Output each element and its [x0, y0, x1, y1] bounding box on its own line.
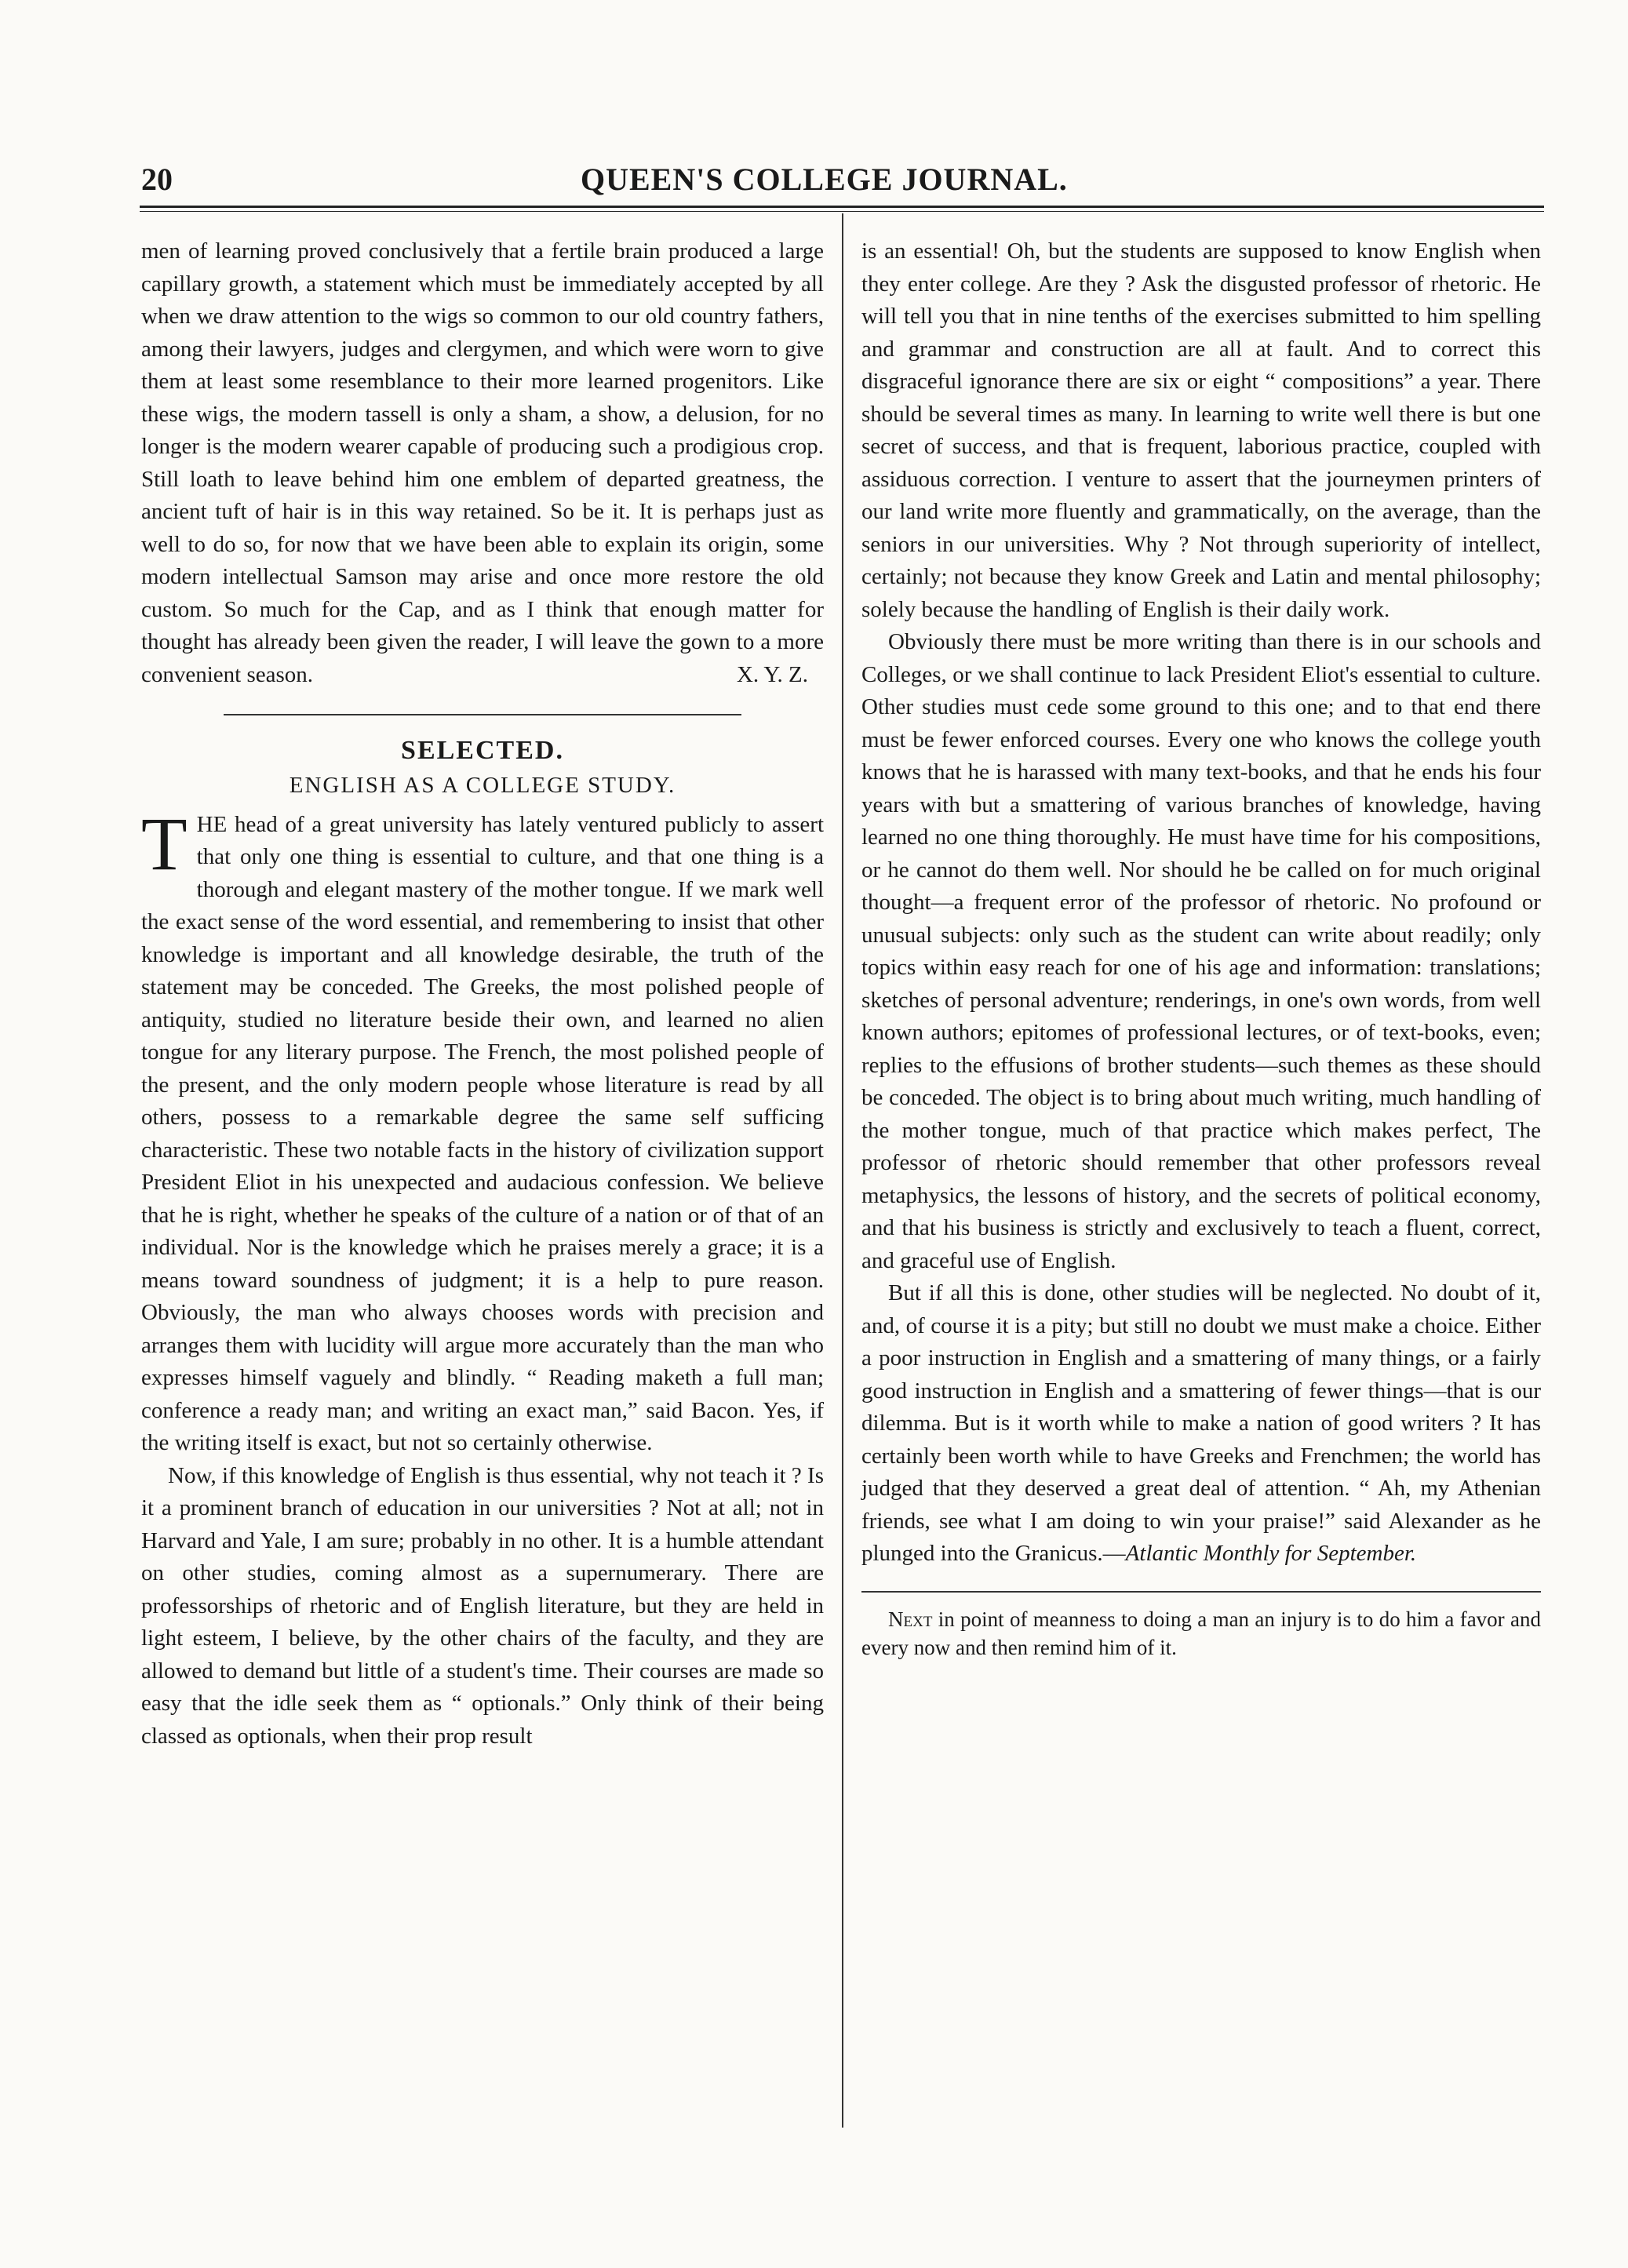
column-divider [842, 213, 843, 2128]
article-end-rule [861, 1591, 1541, 1593]
header-rule [140, 206, 1544, 212]
article-paragraph-2: Now, if this knowledge of English is thus essential, why not teach it ? Is it a prominent branch of education in our universities ? Not at all; not in Harvard and Yale, I am sure; probably in no other. It is a humble attendant on other studies, coming almost as a supernumerary. There are professorships of rhetoric and of English literature, but they are held in light esteem, I believe, by the other chairs of the faculty, and they are allowed to demand but little of a student's time. Their courses are made so easy that the idle seek them as “ optionals.” Only think of their being classed as optionals, when their prop result [141, 1462, 824, 1749]
left-column [141, 235, 824, 1753]
section-divider [224, 714, 741, 715]
article-title: ENGLISH AS A COLLEGE STUDY. [289, 773, 676, 798]
closing-note [861, 1605, 1541, 1662]
article-paragraph-4: Obviously there must be more writing than there is in our schools and Colleges, or we shall continue to lack President Eliot's essential to culture. Other studies must cede some ground to this one; and to that end there must be fewer enforced courses. Every one who knows the college youth knows that he is harassed with many text-books, and that he ends his four years with but a smattering of various branches of knowledge, having learned no one thing thoroughly. He must have time for his compositions, or he cannot do them well. Nor should he be called on for much original thought—a frequent error of the professor of rhetoric. No profound or unusual subjects: only such as the student can write about readily; only topics within easy reach for one of his age and information: translations; sketches of personal adventure; renderings, in one's own words, from well known authors; epitomes of professional lectures, or of text-books, even; replies to the effusions of brother students—such themes as these should be conceded. The object is to bring about much writing, much handling of the mother tongue, much of that practice which makes perfect, The professor of rhetoric should remember that other professors reveal metaphysics, the lessons of history, and the secrets of political economy, and that his business is strictly and exclusively to teach a fluent, correct, and graceful use of English. [861, 629, 1541, 1273]
closing-note-lead: Next [888, 1607, 933, 1631]
continuation-paragraph: men of learning proved conclusively that a fertile brain produced a large capillary growth, a statement which must be immediately accepted by all when we draw attention to the wigs so common to our old country fathers, among their lawyers, judges and clergymen, and which were worn to give them at least some resemblance to their more learned progenitors. Like these wigs, the modern tassell is only a sham, a show, a delusion, for no longer is the modern wearer capable of producing such a prodigious crop. Still loath to leave behind him one emblem of departed greatness, the ancient tuft of hair is in this way retained. So be it. It is perhaps just as well to do so, for now that we have been able to explain its origin, some modern intellectual Samson may arise and once more restore the old custom. So much for the Cap, and as I think that enough matter for thought has already been given the reader, I will leave the gown to a more convenient season. [141, 238, 824, 687]
article-paragraph-1 [141, 801, 824, 1460]
source-credit: Atlantic Monthly for September. [1125, 1541, 1417, 1566]
article-paragraph-5-text: But if all this is done, other studies will be neglected. No doubt of it, and, of course it is a pity; but still no doubt we must make a choice. Either a poor instruction in English and a smattering of many things, or a fairly good instruction in English and a smattering of fewer things—that is our dilemma. But is it worth while to make a nation of good writers ? It has certainly been worth while to have Greeks and Frenchmen; the world has judged that they deserved a great deal of attention. “ Ah, my Athenian friends, see what I am doing to win your praise!” said Alexander as he plunged into the Granicus.— [861, 1280, 1541, 1566]
article-paragraph-5 [861, 1277, 1541, 1571]
article-paragraph-3: is an essential! Oh, but the students are supposed to know English when they enter college. Are they ? Ask the disgusted professor of rhetoric. He will tell you that in nine tenths of the exercises submitted to him spelling and grammar and construction are all at fault. And to correct this disgraceful ignorance there are six or eight “ compositions” a year. There should be several times as many. In learning to write well there is but one secret of success, and that is frequent, laborious practice, coupled with assiduous correction. I venture to assert that the journeymen printers of our land write more fluently and grammatically, on the average, than the seniors in our universities. Why ? Not through superiority of intellect, certainly; not because they know Greek and Latin and mental philosophy; solely because the handling of English is their daily work. [861, 238, 1541, 622]
article-paragraph-1-text: HE head of a great university has lately ventured publicly to assert that only one thing is essential to culture, and that one thing is a thorough and elegant mastery of the mother tongue. If we mark well the exact sense of the word essential, and remembering to insist that other knowledge is important and all knowledge desirable, the truth of the statement may be conceded. The Greeks, the most polished people of antiquity, studied no literature beside their own, and learned no alien tongue for any literary purpose. The French, the most polished people of the present, and the only modern people whose literature is read by all others, possess to a remarkable degree the same self sufficing characteristic. These two notable facts in the history of civilization support President Eliot in his unexpected and audacious confession. We believe that he is right, whether he speaks of the culture of a nation or of that of an individual. Nor is the knowledge which he praises merely a grace; it is a means toward soundness of judgment; it is a help to pure reason. Obviously, the man who always chooses words with precision and arranges them with lucidity will argue more accurately than the man who expresses himself vaguely and blindly. “ Reading maketh a full man; conference a ready man; and writing an exact man,” said Bacon. Yes, if the writing itself is exact, but not so certainly otherwise. [141, 811, 824, 1455]
right-column [861, 235, 1541, 1662]
closing-note-text: in point of meanness to doing a man an injury is to do him a favor and every now and then remind him of it. [861, 1607, 1541, 1659]
journal-title: QUEEN'S COLLEGE JOURNAL. [581, 162, 1068, 197]
drop-cap: T [141, 801, 188, 886]
page-number: 20 [141, 162, 173, 197]
author-signature: X. Y. Z. [736, 662, 808, 687]
section-heading: SELECTED. [401, 735, 564, 765]
